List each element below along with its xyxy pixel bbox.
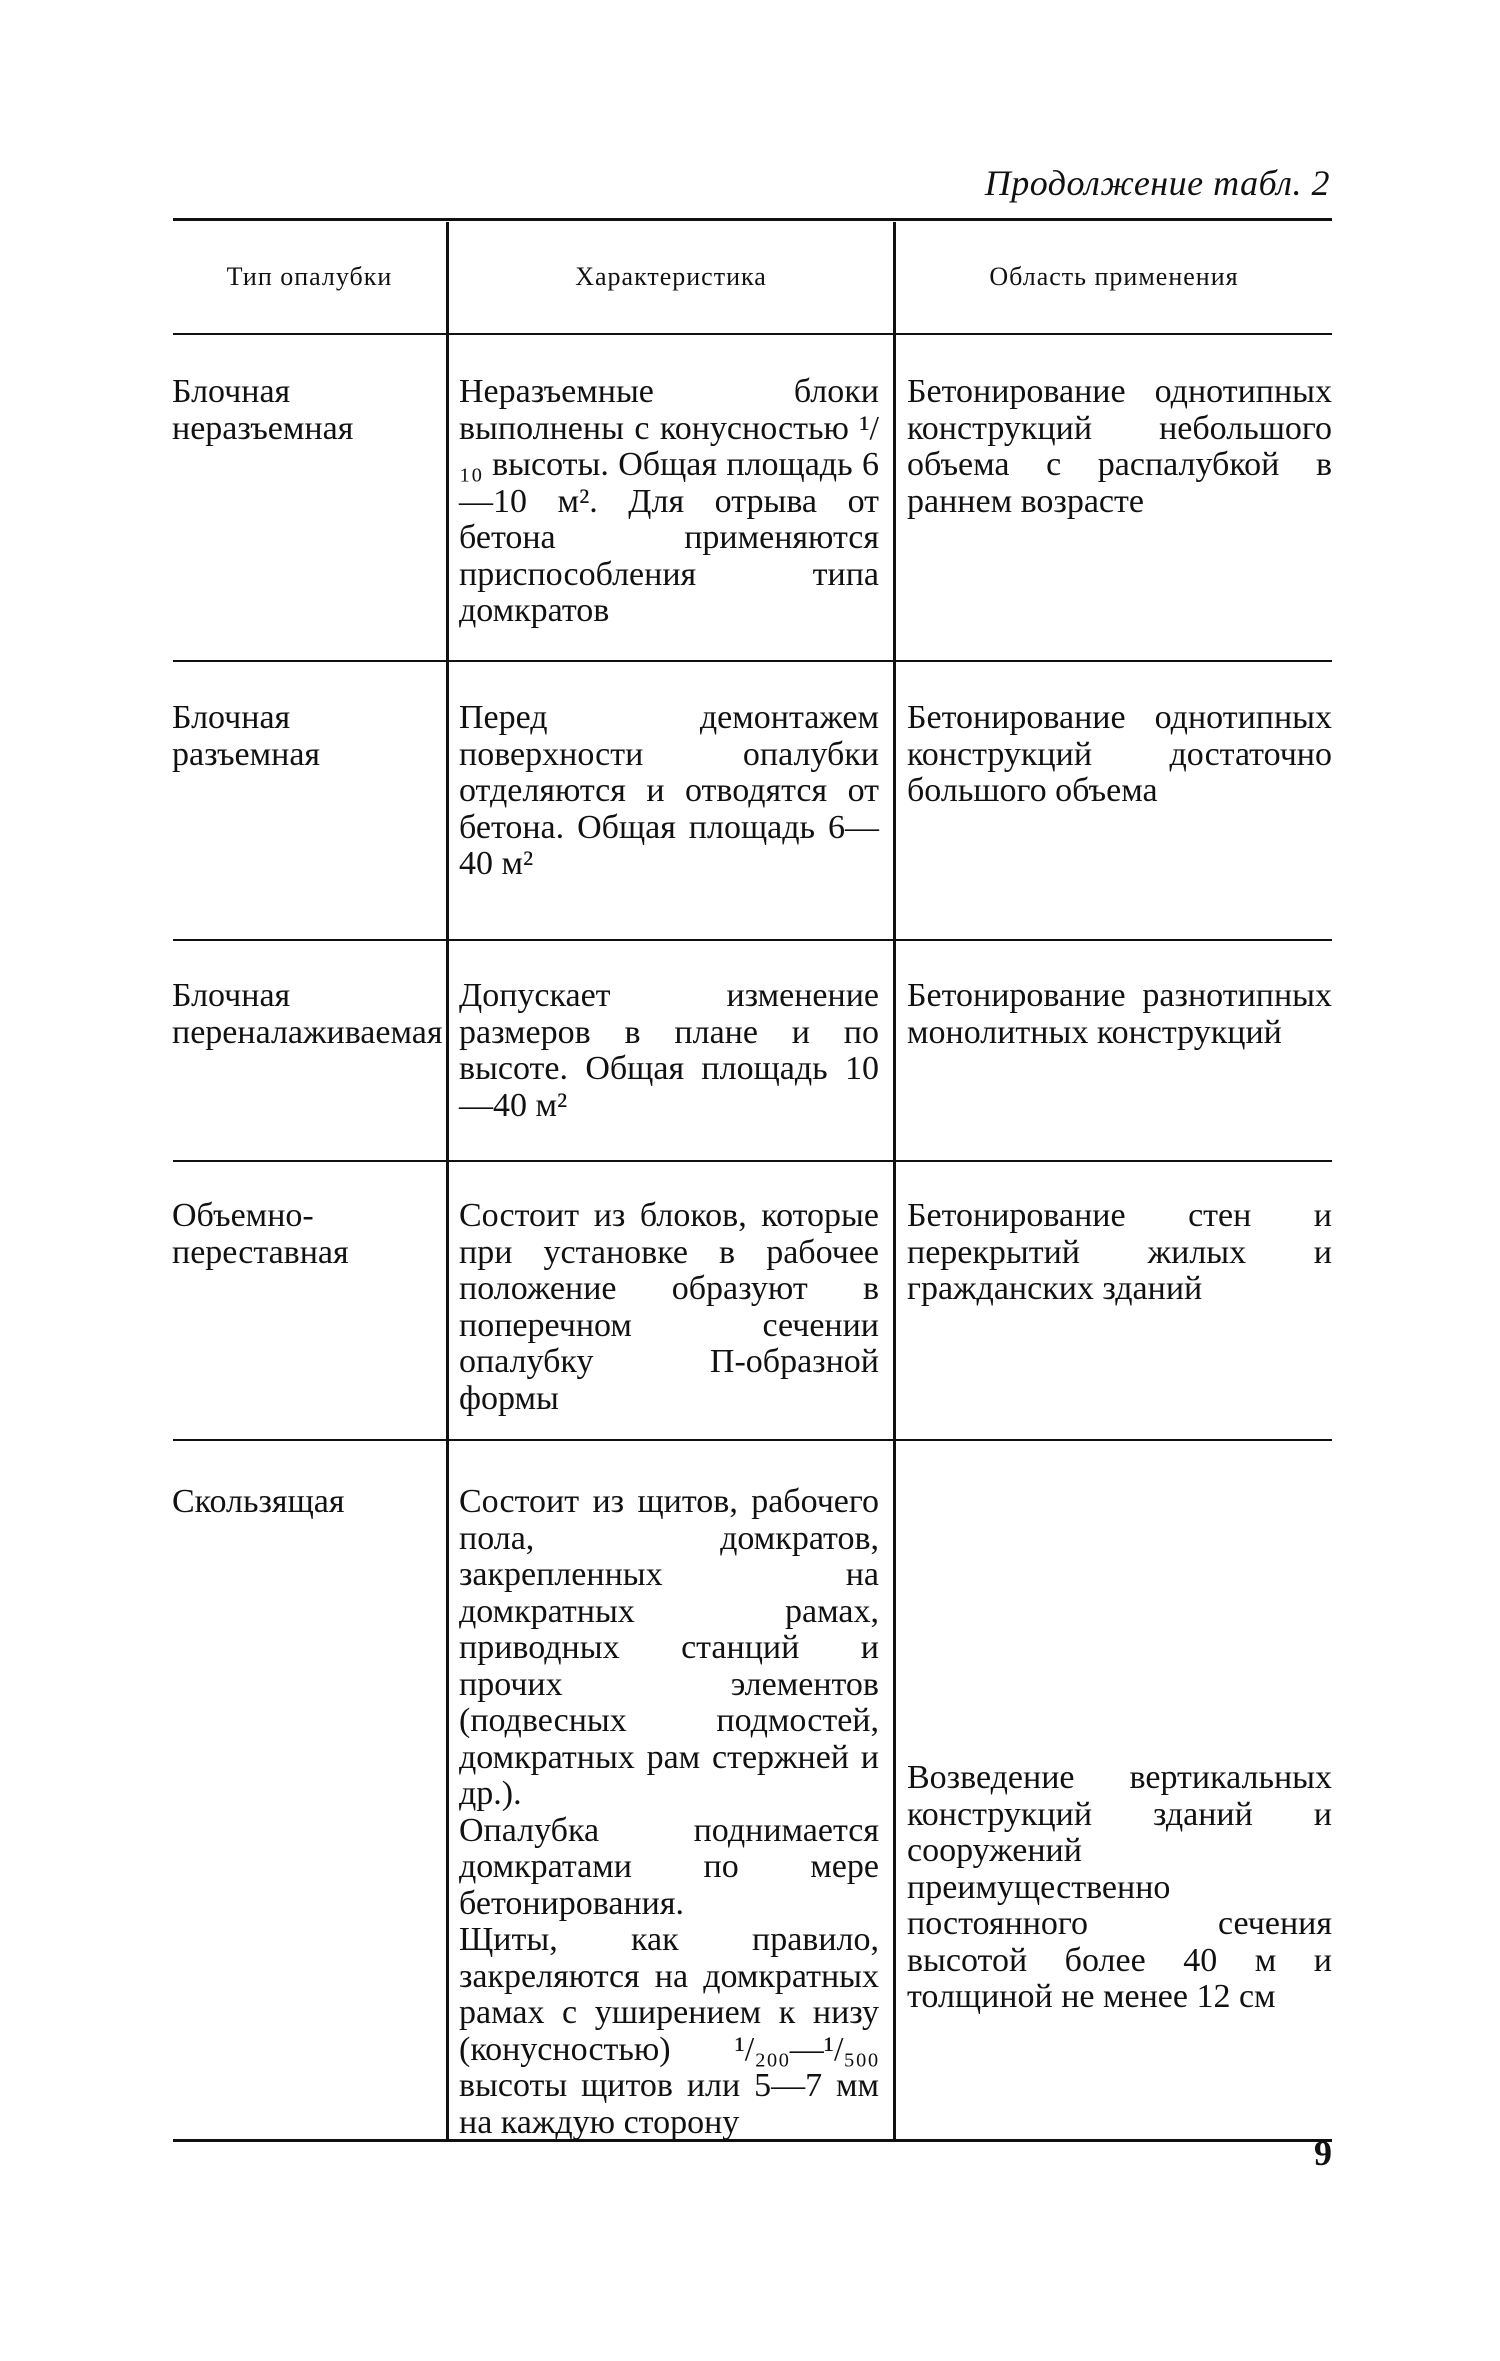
row-5-characteristic-paragraph-3: Щиты, как правило, закреляются на домкратных рамах с уширением к низу (конусностью) ¹/₂₀₀—¹/₅₀₀ высоты щитов или 5—7 мм на каждую сторону: [459, 1921, 879, 2141]
row-3-characteristic: Допускает изменение размеров в плане и по высоте. Общая площадь 10—40 м²: [459, 977, 879, 1124]
row-divider: [173, 660, 1332, 662]
row-4-characteristic: Состоит из блоков, которые при установке в рабочее положение образуют в поперечном сечении опалубку П-образной формы: [459, 1197, 879, 1417]
column-divider: [446, 222, 449, 2139]
row-5-characteristic-paragraph-2: Опалубка поднимается домкратами по мере бетонирования.: [459, 1811, 879, 1922]
row-5-characteristic-paragraph-1: Состоит из щитов, рабочего пола, домкратов, закрепленных на домкратных рамах, приводных станций и прочих элементов (подвесных подмостей, домкратных рам стержней и др.).: [459, 1483, 879, 1812]
row-1-application: Бетонирование однотипных конструкций небольшого объема с распалубкой в раннем возрасте: [907, 373, 1332, 520]
row-4-type: Объемно-переставная: [172, 1197, 349, 1271]
row-2-type: Блочная разъемная: [172, 699, 321, 773]
header-type: Тип опалубки: [226, 262, 393, 291]
row-5-application: Возведение вертикальных конструкций зданий и сооружений преимущественно постоянного сечения высотой более 40 м и толщиной не менее 12 см: [907, 1759, 1332, 2015]
row-4-application: Бетонирование стен и перекрытий жилых и гражданских зданий: [907, 1197, 1332, 1307]
row-divider: [173, 1160, 1332, 1162]
row-1-characteristic: Неразъемные блоки выполнены с конусностью ¹/₁₀ высоты. Общая площадь 6—10 м². Для отрыва от бетона применяются приспособления типа домкратов: [459, 373, 879, 629]
row-3-application: Бетонирование разнотипных монолитных конструкций: [907, 977, 1332, 1051]
row-3-type: Блочная переналаживаемая: [172, 977, 443, 1051]
row-divider: [173, 939, 1332, 941]
page-number: 9: [1314, 2133, 1332, 2173]
header-bottom-rule: [173, 333, 1332, 335]
row-2-application: Бетонирование однотипных конструкций достаточно большого объема: [907, 699, 1332, 809]
column-divider: [893, 222, 896, 2139]
row-5-characteristic: [459, 1484, 879, 2141]
header-characteristic: Характеристика: [575, 262, 767, 291]
table-top-rule: [173, 218, 1332, 221]
row-5-type: Скользящая: [172, 1483, 345, 1520]
header-application: Область применения: [989, 262, 1239, 291]
row-2-characteristic: Перед демонтажем поверхности опалубки отделяются и отводятся от бетона. Общая площадь 6—40 м²: [459, 699, 879, 882]
row-1-type: Блочная неразъемная: [172, 373, 354, 447]
row-divider: [173, 1439, 1332, 1441]
table-caption: Продолжение табл. 2: [984, 163, 1330, 203]
